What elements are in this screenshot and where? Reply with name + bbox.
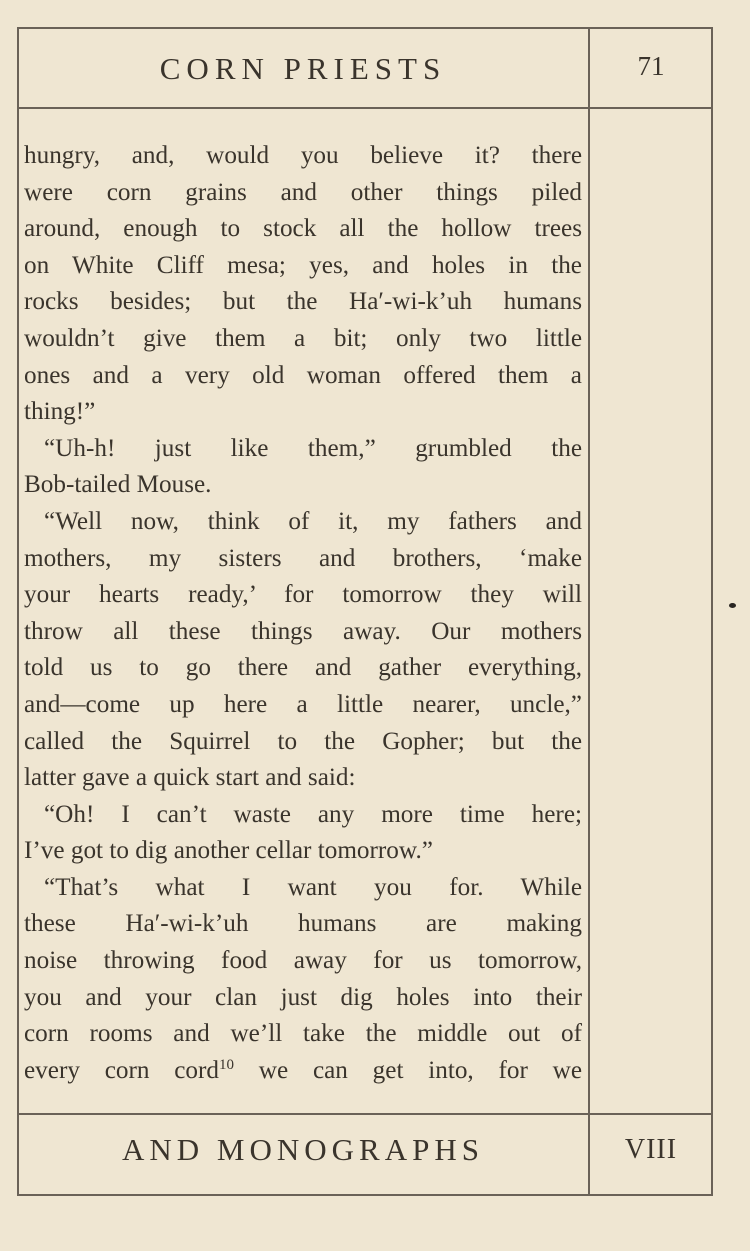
text-line: corn rooms and we’ll take the middle out of: [24, 1020, 582, 1048]
running-foot-title: AND MONOGRAPHS: [122, 1132, 484, 1167]
text-line: “Well now, think of it, my fathers and: [44, 507, 582, 535]
text-line: hungry, and, would you believe it? there: [24, 142, 582, 169]
text-fragment: every corn cord: [24, 1056, 220, 1084]
text-line: “Uh-h! just like them,” grumbled the: [44, 434, 582, 462]
bottom-rule: [17, 1194, 713, 1196]
text-line: thing!”: [24, 398, 96, 426]
running-head-title: CORN PRIESTS: [159, 51, 447, 86]
column-divider-rule: [588, 27, 590, 1195]
text-line: were corn grains and other things piled: [24, 178, 582, 206]
text-line: told us to go there and gather everything,: [24, 654, 582, 682]
footer-top-rule: [17, 1113, 713, 1115]
text-line: latter gave a quick start and said:: [24, 764, 356, 792]
volume-number: VIII: [624, 1134, 678, 1165]
text-line: around, enough to stock all the hollow trees: [24, 215, 582, 243]
ink-speck: [729, 603, 736, 608]
text-line: mothers, my sisters and brothers, ‘make: [24, 544, 582, 572]
top-rule: [17, 27, 713, 29]
left-rule: [17, 27, 19, 1195]
text-line: rocks besides; but the Ha′-wi-k’uh humans: [24, 288, 582, 316]
right-rule: [711, 27, 713, 1195]
body-text: [24, 138, 582, 1089]
text-line: called the Squirrel to the Gopher; but the: [24, 727, 582, 755]
text-line: you and your clan just dig holes into their: [24, 983, 582, 1011]
text-line: throw all these things away. Our mothers: [24, 617, 582, 645]
footnote-marker[interactable]: 10: [219, 1056, 235, 1073]
text-fragment: we can get into, for we: [258, 1056, 583, 1084]
text-line: “That’s what I want you for. While: [44, 873, 582, 901]
text-line: ones and a very old woman offered them a: [24, 361, 582, 389]
header-bottom-rule: [17, 107, 713, 109]
page-number: 71: [637, 51, 665, 81]
text-line: Bob-tailed Mouse.: [24, 471, 212, 499]
text-line: noise throwing food away for us tomorrow,: [24, 947, 582, 975]
text-line: on White Cliff mesa; yes, and holes in the: [24, 251, 582, 279]
text-line: “Oh! I can’t waste any more time here;: [44, 800, 582, 828]
text-line: wouldn’t give them a bit; only two little: [24, 324, 582, 352]
text-line: these Ha′-wi-k’uh humans are making: [24, 910, 582, 938]
text-line: your hearts ready,’ for tomorrow they will: [24, 581, 582, 609]
text-line: I’ve got to dig another cellar tomorrow.”: [24, 837, 433, 865]
text-line-with-footnote: [24, 1053, 582, 1090]
book-page: [17, 27, 713, 1195]
text-line: and—come up here a little nearer, uncle,”: [24, 690, 582, 718]
